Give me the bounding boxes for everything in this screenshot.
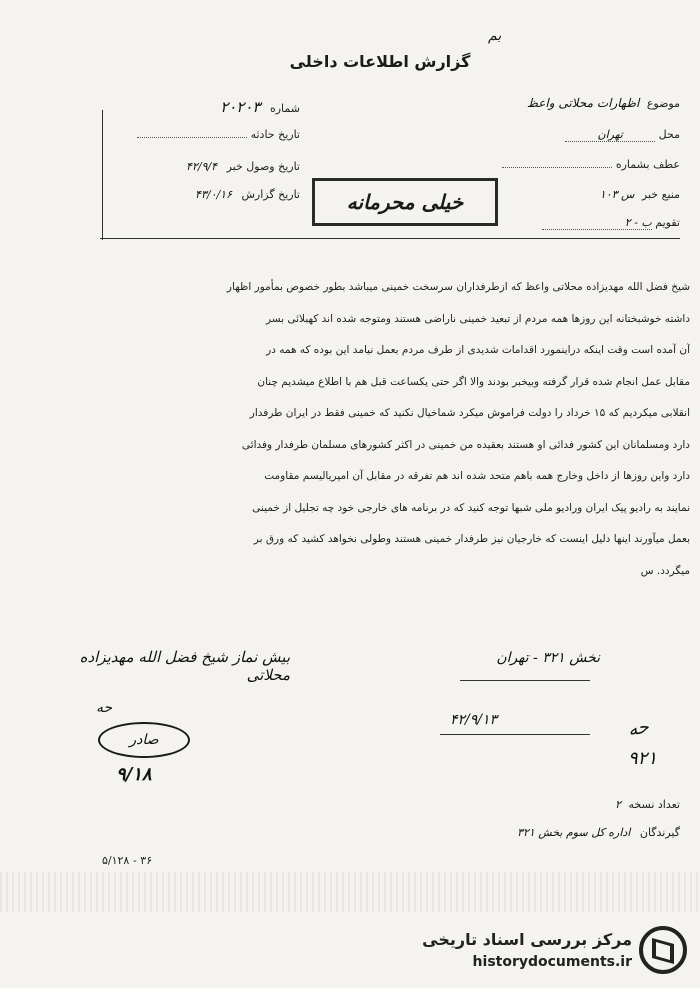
ref-label: عطف بشماره: [615, 158, 680, 171]
incident-date-field: [90, 128, 300, 141]
header-left-border: [102, 110, 103, 240]
incident-label: تاریخ حادثه: [250, 128, 300, 141]
subject-value: اظهارات محلاتی واعظ: [526, 96, 640, 110]
copies-value: ۲: [615, 798, 622, 811]
body-line: دارد واین روزها از داخل وخارج همه باهم متحد شده اند هم تفرقه در مقابل آن امپریالیسم مقاومت: [264, 470, 690, 482]
body-line: نمایند به رادیو پیک ایران ورادیو ملی شبها توجه کنید که در برنامه های خارجی خود چه تجلیل از خمینی: [252, 501, 690, 514]
handwritten-signature-left: بیش نماز شیخ فضل الله مهدیزاده محلاتی: [79, 648, 290, 684]
body-line: بعمل میآورند اینها دلیل اینست که خارجیان نیز طرفدار خمینی هستند وطولی نخواهد کشید که ورق بر: [253, 533, 690, 545]
subject-label: موضوع: [646, 97, 680, 110]
copies-field: [380, 798, 680, 811]
place-field: [470, 128, 680, 142]
body-line: داشته خوشبختانه این روزها همه مردم از تبعید خمینی ناراضی هستند ومتوجه شده اند کهبلائی بسر: [265, 312, 690, 325]
source-label: منبع خبر: [641, 188, 680, 201]
scan-noise: [0, 872, 700, 912]
footer-code: ۵/۱۲۸ - ۳۶: [102, 854, 153, 867]
subject-field: [470, 96, 680, 110]
recipients-label: گیرندگان: [639, 826, 680, 839]
incident-value: [137, 137, 247, 138]
recipients-field: [380, 826, 680, 839]
place-label: محل: [658, 128, 680, 141]
place-value: تهران: [565, 128, 655, 142]
body-line: انقلابی میکردیم که ۱۵ خرداد را دولت فراموش میکرد شماخیال نکنید که خمینی فقط در ایران طرفدار: [249, 407, 690, 419]
recipients-value: اداره کل سوم بخش ۳۲۱: [517, 826, 631, 839]
ref-value: [502, 167, 612, 168]
number-label: شماره: [269, 102, 300, 115]
grade-label: تقویم: [655, 216, 680, 229]
date-underline: [440, 734, 590, 735]
logo-title: مرکز بررسی اسناد تاریخی: [422, 930, 632, 949]
source-value: س ۱۰۳: [599, 188, 635, 201]
source-field: [470, 188, 680, 201]
body-line: آن آمده است وقت اینکه دراینمورد اقدامات شدیدی از طرف مردم بعمل نیامد این بوده که همه در: [266, 344, 690, 356]
classification-stamp: خیلی محرمانه: [312, 178, 498, 226]
received-value: ۴۲/۹/۴: [186, 160, 218, 173]
body-line: دارد ومسلمانان این کشور فدائی او هستند بعقیده من خمینی در اکثر کشورهای مسلمان طرفدار وفدائی: [241, 438, 690, 451]
circle-stamp: صادر: [98, 722, 190, 758]
handwritten-number: ۹/۱۸: [116, 764, 152, 785]
received-date-field: [90, 160, 300, 173]
grade-value: ب - ۲: [542, 216, 652, 230]
margin-handwriting: حه: [626, 716, 651, 741]
margin-number: ۹۲۱: [628, 748, 658, 769]
corner-mark: بم: [488, 28, 502, 44]
report-value: ۴۳/۰/۱۶: [195, 188, 232, 201]
body-line: مقابل عمل انجام شده قرار گرفته وبیخبر بودند والا اگر حتی یکساعت قبل هم با اطلاع میشدیم چنان: [257, 375, 690, 388]
handwritten-note-right: نخش ۳۲۱ - تهران: [496, 650, 600, 666]
received-label: تاریخ وصول خبر: [226, 160, 300, 173]
signature-underline: [460, 680, 590, 681]
report-body: [62, 272, 690, 587]
header-divider: [100, 238, 680, 239]
report-date-field: [90, 188, 300, 201]
number-field: [90, 98, 300, 116]
report-label: تاریخ گزارش: [241, 188, 300, 201]
body-line: میگردد. س: [640, 564, 690, 577]
copies-label: تعداد نسخه: [628, 798, 680, 811]
page-title: گزارش اطلاعات داخلی: [289, 52, 471, 71]
handwritten-date: ۴۲/۹/۱۳: [450, 712, 498, 728]
grade-field: [470, 216, 680, 230]
handwritten-mark: حه: [96, 700, 113, 716]
archive-logo: [420, 924, 690, 980]
number-value: ۲۰۲۰۳: [220, 98, 261, 116]
reference-field: [470, 158, 680, 171]
logo-url: historydocuments.ir: [472, 954, 632, 970]
archive-emblem-icon: [638, 924, 688, 976]
body-line: شیخ فضل الله مهدیزاده محلاتی واعظ که ازطرفداران سرسخت خمینی میباشد بطور خصوص بمأمور اظهار: [226, 281, 690, 293]
